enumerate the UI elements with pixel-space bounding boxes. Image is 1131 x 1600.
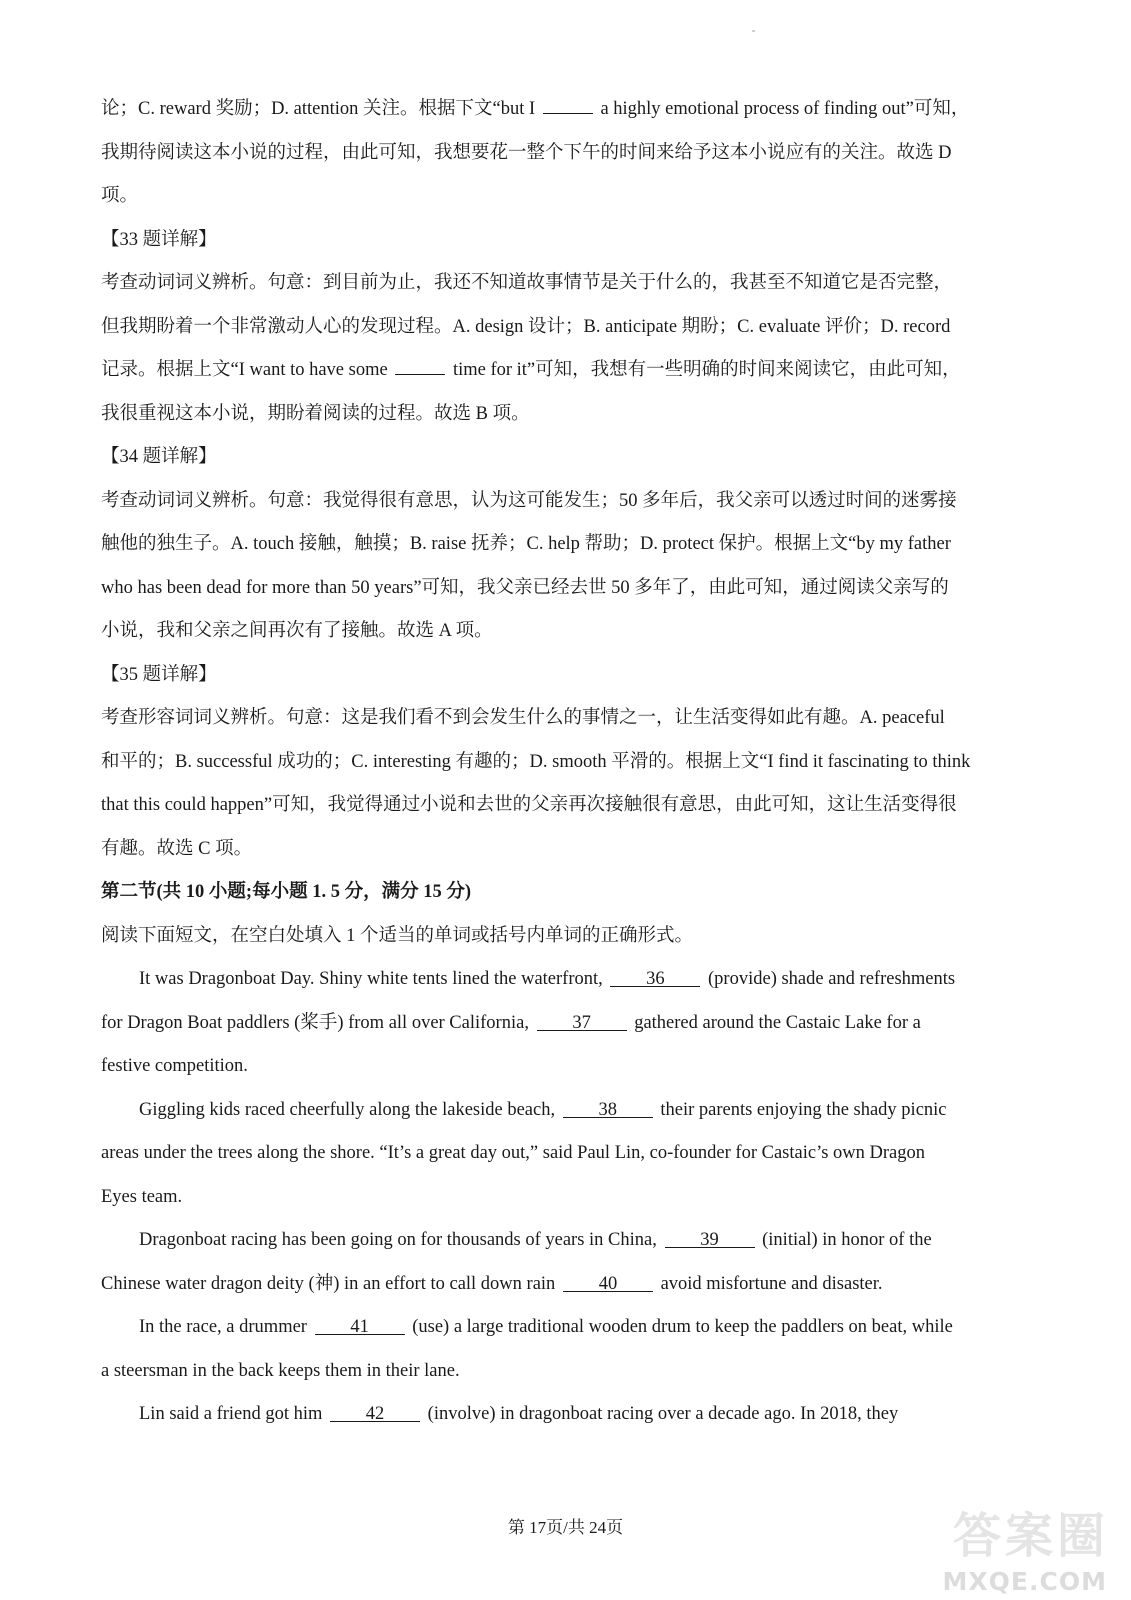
text-line — [101, 132, 1013, 176]
text-line — [101, 915, 1013, 959]
text-line — [101, 1219, 1013, 1263]
text-line — [101, 436, 1013, 480]
numbered-blank — [537, 1012, 627, 1031]
text-line — [101, 1132, 1013, 1176]
text-run: avoid misfortune and disaster. — [655, 1273, 883, 1294]
text-run: 和平的；B. successful 成功的；C. interesting 有趣的；D. smooth 平滑的。根据上文“I find it fascinating to think — [101, 751, 971, 772]
text-run: gathered around the Castaic Lake for a — [629, 1012, 921, 1033]
numbered-blank — [563, 1099, 653, 1118]
text-line — [101, 784, 1013, 828]
text-run: festive competition. — [101, 1056, 248, 1076]
text-run: (provide) shade and refreshments — [703, 969, 956, 989]
watermark-url: MXQE.COM — [942, 1567, 1107, 1596]
text-run: 考查动词词义辨析。句意：我觉得很有意思，认为这可能发生；50 多年后，我父亲可以透过时间的迷雾接 — [101, 490, 957, 511]
text-line — [101, 1045, 1013, 1089]
text-run: Eyes team. — [101, 1186, 183, 1207]
answer-blank — [395, 356, 445, 375]
blank-number: 36 — [646, 969, 665, 989]
text-line — [101, 610, 1013, 654]
text-run: who has been dead for more than 50 years”可知，我父亲已经去世 50 多年了，由此可知，通过阅读父亲写的 — [101, 577, 949, 598]
section-heading — [101, 871, 1013, 915]
text-run: 我很重视这本小说，期盼着阅读的过程。故选 B 项。 — [101, 403, 530, 424]
text-line — [101, 697, 1013, 741]
text-run: Chinese water dragon deity (神) in an effort to call down rain — [101, 1273, 560, 1294]
page-footer: 第 17页/共 24页 — [507, 1518, 624, 1537]
text-run: 考查形容词词义辨析。句意：这是我们看不到会发生什么的事情之一，让生活变得如此有趣。A. peaceful — [101, 708, 945, 728]
text-run: Dragonboat racing has been going on for thousands of years in China, — [139, 1230, 662, 1250]
text-run: 阅读下面短文，在空白处填入 1 个适当的单词或括号内单词的正确形式。 — [101, 925, 694, 946]
text-line — [101, 306, 1013, 350]
blank-number: 38 — [598, 1099, 617, 1120]
text-run: 触他的独生子。A. touch 接触，触摸；B. raise 抚养；C. help 帮助；D. protect 保护。根据上文“by my father — [101, 534, 951, 554]
text-line — [101, 1176, 1013, 1220]
answer-blank — [543, 95, 593, 114]
text-run: 有趣。故选 C 项。 — [101, 838, 253, 859]
text-line — [101, 175, 1013, 219]
text-run: (initial) in honor of the — [757, 1230, 932, 1250]
text-line — [101, 828, 1013, 872]
text-run: 小说，我和父亲之间再次有了接触。故选 A 项。 — [101, 621, 493, 641]
text-run: 记录。根据上文“I want to have some — [101, 360, 393, 380]
text-line — [101, 1306, 1013, 1350]
text-run: 论；C. reward 奖励；D. attention 关注。根据下文“but I — [101, 99, 540, 119]
text-line — [101, 567, 1013, 611]
text-line — [101, 1002, 1013, 1046]
text-run: 【33 题详解】 — [101, 229, 217, 250]
text-line — [101, 741, 1013, 785]
blank-number: 37 — [572, 1012, 591, 1033]
text-line — [101, 1263, 1013, 1307]
text-line — [101, 958, 1013, 1002]
text-run: Giggling kids raced cheerfully along the lakeside beach, — [139, 1099, 560, 1120]
numbered-blank — [665, 1229, 755, 1248]
watermark-logo — [927, 1508, 1109, 1596]
blank-number: 42 — [365, 1404, 385, 1424]
text-line — [101, 480, 1013, 524]
blank-number: 40 — [598, 1273, 618, 1294]
text-run: time for it”可知，我想有一些明确的时间来阅读它，由此可知， — [448, 360, 961, 380]
text-line — [101, 349, 1013, 393]
text-run: for Dragon Boat paddlers (桨手) from all over California, — [101, 1012, 534, 1033]
document-body — [101, 88, 1013, 1437]
text-line — [101, 523, 1013, 567]
blank-number: 39 — [700, 1230, 719, 1250]
text-run: 第二节(共 10 小题;每小题 1. 5 分，满分 15 分) — [101, 882, 471, 902]
blank-number: 41 — [350, 1317, 369, 1337]
numbered-blank — [610, 968, 700, 987]
text-run: 但我期盼着一个非常激动人心的发现过程。A. design 设计；B. anticipate 期盼；C. evaluate 评价；D. record — [101, 316, 951, 337]
text-run: (involve) in dragonboat racing over a decade ago. In 2018, they — [423, 1404, 899, 1424]
text-run: It was Dragonboat Day. Shiny white tents lined the waterfront, — [139, 969, 608, 989]
text-line — [101, 262, 1013, 306]
text-line — [101, 393, 1013, 437]
text-line — [101, 1089, 1013, 1133]
text-line — [101, 88, 1013, 132]
text-run: 我期待阅读这本小说的过程，由此可知，我想要花一整个下午的时间来给予这本小说应有的关注。故选 D — [101, 142, 952, 163]
text-run: In the race, a drummer — [139, 1317, 312, 1337]
watermark-text: 答案圈 — [952, 1508, 1109, 1564]
text-run: 项。 — [101, 186, 139, 206]
numbered-blank — [330, 1403, 420, 1422]
text-run: areas under the trees along the shore. “It’s a great day out,” said Paul Lin, co-founder for Castaic’s own Dragon — [101, 1143, 925, 1163]
text-line — [101, 1393, 1013, 1437]
text-run: a highly emotional process of finding out”可知， — [595, 99, 970, 119]
text-run: a steersman in the back keeps them in their lane. — [101, 1360, 460, 1381]
text-run: 考查动词词义辨析。句意：到目前为止，我还不知道故事情节是关于什么的，我甚至不知道它是否完整， — [101, 273, 953, 293]
text-run: Lin said a friend got him — [139, 1404, 328, 1424]
numbered-blank — [563, 1273, 653, 1292]
text-line — [101, 219, 1013, 263]
text-run: their parents enjoying the shady picnic — [655, 1099, 947, 1120]
text-run: 【34 题详解】 — [101, 447, 217, 467]
scan-speck — [752, 30, 755, 32]
text-run: 【35 题详解】 — [101, 664, 217, 685]
text-run: that this could happen”可知，我觉得通过小说和去世的父亲再次接触很有意思，由此可知，这让生活变得很 — [101, 795, 957, 815]
text-line — [101, 654, 1013, 698]
text-run: (use) a large traditional wooden drum to keep the paddlers on beat, while — [407, 1317, 953, 1337]
text-line — [101, 1350, 1013, 1394]
numbered-blank — [315, 1316, 405, 1335]
